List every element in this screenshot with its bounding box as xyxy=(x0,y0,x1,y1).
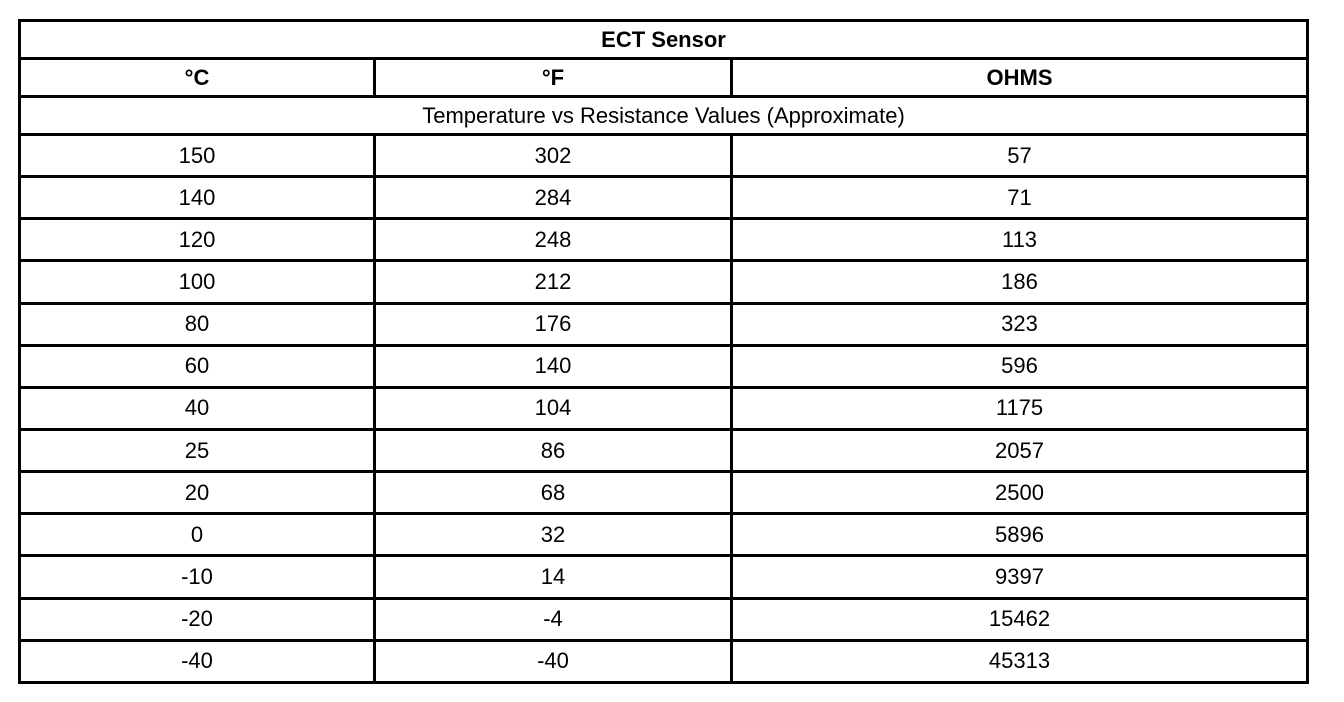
cell-fahrenheit: 248 xyxy=(375,219,732,261)
table-row xyxy=(20,556,1308,598)
table-row xyxy=(20,303,1308,345)
cell-fahrenheit: 284 xyxy=(375,177,732,219)
cell-ohms: 186 xyxy=(732,261,1308,303)
table-row xyxy=(20,219,1308,261)
cell-ohms: 2057 xyxy=(732,429,1308,471)
cell-fahrenheit: -4 xyxy=(375,598,732,640)
table-row xyxy=(20,387,1308,429)
cell-fahrenheit: -40 xyxy=(375,640,732,682)
table-row xyxy=(20,598,1308,640)
cell-celsius: 150 xyxy=(20,135,375,177)
header-celsius: °C xyxy=(20,59,375,97)
cell-celsius: 140 xyxy=(20,177,375,219)
cell-celsius: 100 xyxy=(20,261,375,303)
ect-sensor-table xyxy=(18,19,1309,684)
cell-celsius: 60 xyxy=(20,345,375,387)
cell-ohms: 45313 xyxy=(732,640,1308,682)
table-title: ECT Sensor xyxy=(20,21,1308,59)
cell-celsius: 40 xyxy=(20,387,375,429)
cell-fahrenheit: 68 xyxy=(375,472,732,514)
table-row xyxy=(20,640,1308,682)
cell-ohms: 113 xyxy=(732,219,1308,261)
table-row xyxy=(20,472,1308,514)
table-row xyxy=(20,261,1308,303)
cell-ohms: 1175 xyxy=(732,387,1308,429)
cell-ohms: 9397 xyxy=(732,556,1308,598)
cell-fahrenheit: 212 xyxy=(375,261,732,303)
table-subtitle: Temperature vs Resistance Values (Approximate) xyxy=(20,97,1308,135)
table-header-row xyxy=(20,59,1308,97)
table-row xyxy=(20,135,1308,177)
table-row xyxy=(20,177,1308,219)
cell-fahrenheit: 14 xyxy=(375,556,732,598)
cell-ohms: 596 xyxy=(732,345,1308,387)
cell-fahrenheit: 140 xyxy=(375,345,732,387)
cell-fahrenheit: 104 xyxy=(375,387,732,429)
table-row xyxy=(20,514,1308,556)
cell-ohms: 323 xyxy=(732,303,1308,345)
cell-celsius: 120 xyxy=(20,219,375,261)
header-ohms: OHMS xyxy=(732,59,1308,97)
cell-celsius: 80 xyxy=(20,303,375,345)
table-subtitle-row xyxy=(20,97,1308,135)
table-title-row xyxy=(20,21,1308,59)
cell-celsius: -20 xyxy=(20,598,375,640)
header-fahrenheit: °F xyxy=(375,59,732,97)
cell-ohms: 15462 xyxy=(732,598,1308,640)
cell-celsius: 20 xyxy=(20,472,375,514)
cell-ohms: 71 xyxy=(732,177,1308,219)
cell-fahrenheit: 302 xyxy=(375,135,732,177)
table-body xyxy=(20,135,1308,683)
cell-ohms: 5896 xyxy=(732,514,1308,556)
cell-celsius: 25 xyxy=(20,429,375,471)
cell-ohms: 57 xyxy=(732,135,1308,177)
cell-ohms: 2500 xyxy=(732,472,1308,514)
cell-fahrenheit: 32 xyxy=(375,514,732,556)
cell-celsius: -40 xyxy=(20,640,375,682)
table-row xyxy=(20,345,1308,387)
cell-fahrenheit: 86 xyxy=(375,429,732,471)
cell-celsius: -10 xyxy=(20,556,375,598)
cell-fahrenheit: 176 xyxy=(375,303,732,345)
table-row xyxy=(20,429,1308,471)
cell-celsius: 0 xyxy=(20,514,375,556)
